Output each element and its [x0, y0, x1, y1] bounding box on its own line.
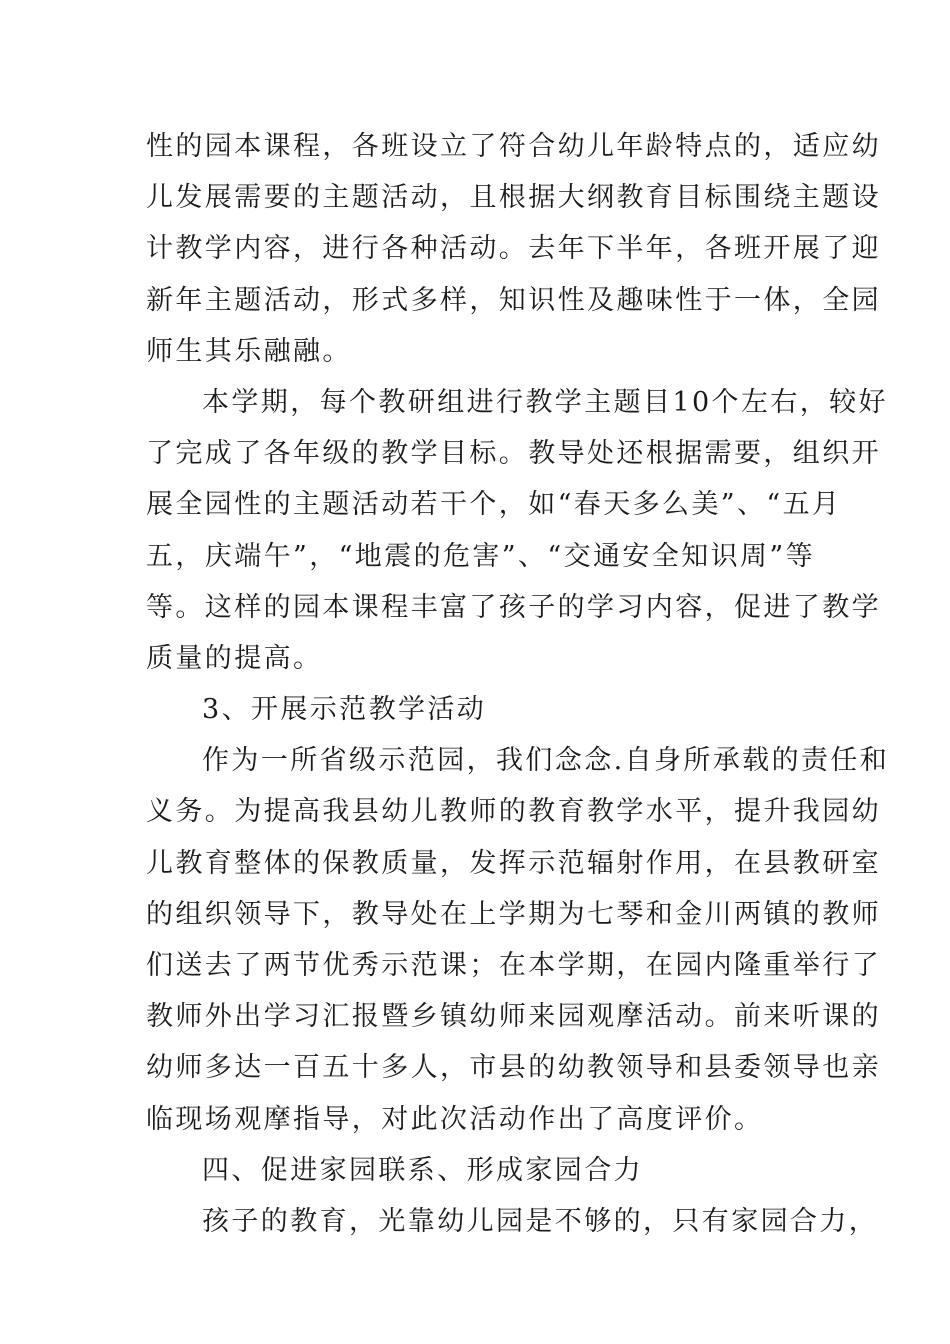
paragraph-start-line: 本学期，每个教研组进行教学主题目10个左右，较好 — [202, 386, 888, 418]
text-line: 儿发展需要的主题活动，且根据大纲教育目标围绕主题设 — [146, 182, 881, 214]
text-line: 了完成了各年级的教学目标。教导处还根据需要，组织开 — [146, 438, 881, 470]
document-body — [146, 121, 890, 1247]
text-line: 展全园性的主题活动若干个，如“春天多么美”、“五月 — [146, 489, 842, 521]
text-line: 儿教育整体的保教质量，发挥示范辐射作用，在县教研室 — [146, 847, 881, 879]
text-line: 义务。为提高我县幼儿教师的教育教学水平，提升我园幼 — [146, 796, 881, 828]
text-line: 师生其乐融融。 — [146, 335, 352, 367]
section-heading: 3、开展示范教学活动 — [202, 694, 487, 726]
text-line: 临现场观摩指导，对此次活动作出了高度评价。 — [146, 1103, 764, 1135]
paragraph-start-line: 孩子的教育，光靠幼儿园是不够的，只有家园合力， — [202, 1205, 879, 1237]
text-line: 性的园本课程，各班设立了符合幼儿年龄特点的，适应幼 — [146, 131, 881, 162]
paragraph-start-line: 作为一所省级示范园，我们念念.自身所承载的责任和 — [202, 745, 890, 777]
text-line: 幼师多达一百五十多人，市县的幼教领导和县委领导也亲 — [146, 1052, 881, 1084]
text-line: 们送去了两节优秀示范课；在本学期，在园内隆重举行了 — [146, 950, 881, 981]
text-line: 计教学内容，进行各种活动。去年下半年，各班开展了迎 — [146, 233, 881, 265]
text-line: 的组织领导下，教导处在上学期为七琴和金川两镇的教师 — [146, 898, 881, 930]
section-heading: 四、促进家园联系、形成家园合力 — [202, 1154, 643, 1186]
text-line: 五，庆端午”，“地震的危害”、“交通安全知识周”等 — [146, 540, 816, 572]
text-line: 新年主题活动，形式多样，知识性及趣味性于一体，全园 — [146, 284, 881, 316]
text-line: 教师外出学习汇报暨乡镇幼师来园观摩活动。前来听课的 — [146, 1001, 881, 1033]
text-line: 等。这样的园本课程丰富了孩子的学习内容，促进了教学 — [146, 591, 881, 623]
text-line: 质量的提高。 — [146, 642, 323, 674]
